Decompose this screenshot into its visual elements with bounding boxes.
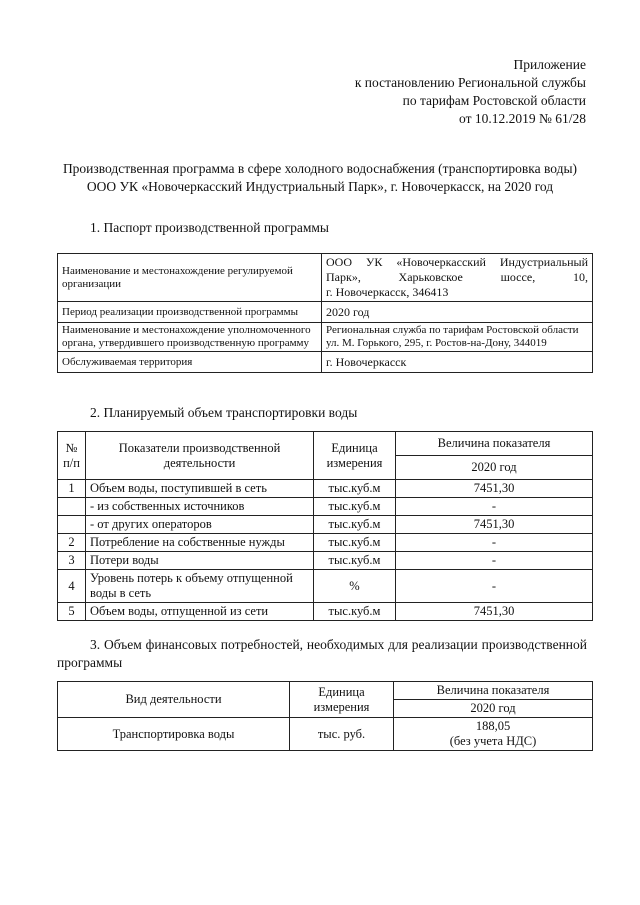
table-row [58,552,593,570]
value-line: Парк», Харьковское шоссе, 10, [326,270,588,284]
header-num: № п/п [58,432,86,480]
section-heading-passport: 1. Паспорт производственной программы [90,220,329,235]
row-name: Объем воды, отпущенной из сети [86,603,314,621]
appendix-block [355,56,586,128]
table-cell: Региональная служба по тарифам Ростовской области ул. М. Горького, 295, г. Ростов-на-Дону, 344019 [322,323,593,352]
table-cell: Обслуживаемая территория [58,352,322,373]
row-value: 7451,30 [396,516,593,534]
table-cell: Наименование и местонахождение регулируемой организации [58,254,322,302]
row-num [58,516,86,534]
table-row [58,603,593,621]
section-heading-volumes: 2. Планируемый объем транспортировки воды [90,405,358,420]
row-unit: тыс.куб.м [314,498,396,516]
table-row [58,516,593,534]
table-row [58,302,593,323]
row-unit: тыс.куб.м [314,552,396,570]
row-value: 7451,30 [396,603,593,621]
row-value-cell [394,718,593,751]
row-unit: тыс.куб.м [314,480,396,498]
row-unit: тыс. руб. [290,718,394,751]
row-value: 188,05 [475,719,511,733]
table-header-row [58,682,593,700]
row-unit: % [314,570,396,603]
row-value: - [396,552,593,570]
table-row [58,480,593,498]
appendix-line: по тарифам Ростовской области [402,93,586,108]
value-line: г. Новочеркасск, 346413 [326,285,449,299]
header-unit: Единица измерения [314,432,396,480]
title-line: ООО УК «Новочеркасский Индустриальный Парк», г. Новочеркасск, на 2020 год [86,179,554,194]
row-unit: тыс.куб.м [314,603,396,621]
row-name: Потери воды [86,552,314,570]
row-name: Уровень потерь к объему отпущенной воды в сеть [86,570,314,603]
row-name: Объем воды, поступившей в сеть [86,480,314,498]
header-value: Величина показателя [394,682,593,700]
table-cell: Наименование и местонахождение уполномоченного органа, утвердившего производственную программу [58,323,322,352]
volumes-table [57,431,593,621]
row-name: - из собственных источников [86,498,314,516]
row-value: - [396,570,593,603]
row-num: 1 [58,480,86,498]
table-row [58,718,593,751]
row-unit: тыс.куб.м [314,534,396,552]
section-heading-finance: 3. Объем финансовых потребностей, необходимых для реализации производственной программы [57,637,587,670]
appendix-line: к постановлению Региональной службы [354,75,586,90]
header-year: 2020 год [394,700,593,718]
table-cell: Период реализации производственной программы [58,302,322,323]
header-value: Величина показателя [396,432,593,456]
row-num: 2 [58,534,86,552]
table-row [58,254,593,302]
header-year: 2020 год [396,456,593,480]
table-cell: г. Новочеркасск [322,352,593,373]
table-row [58,323,593,352]
table-row [58,352,593,373]
table-cell: 2020 год [322,302,593,323]
header-indicator: Показатели производственной деятельности [86,432,314,480]
row-name: Потребление на собственные нужды [86,534,314,552]
row-name: - от других операторов [86,516,314,534]
table-header-row [58,432,593,456]
header-unit: Единица измерения [290,682,394,718]
row-note: (без учета НДС) [449,734,537,748]
row-num [58,498,86,516]
row-value: 7451,30 [396,480,593,498]
row-value: - [396,534,593,552]
table-row [58,498,593,516]
table-row [58,534,593,552]
header-activity: Вид деятельности [58,682,290,718]
row-num: 5 [58,603,86,621]
finance-table [57,681,593,751]
title-line: Производственная программа в сфере холодного водоснабжения (транспортировка воды) [62,161,578,176]
row-activity: Транспортировка воды [58,718,290,751]
value-line: ООО УК «Новочеркасский Индустриальный [326,255,588,269]
row-num: 4 [58,570,86,603]
row-unit: тыс.куб.м [314,516,396,534]
passport-table [57,253,593,373]
appendix-line: от 10.12.2019 № 61/28 [459,111,586,126]
document-title [60,160,580,196]
table-cell [322,254,593,302]
row-value: - [396,498,593,516]
table-row [58,570,593,603]
row-num: 3 [58,552,86,570]
appendix-line: Приложение [513,57,586,72]
